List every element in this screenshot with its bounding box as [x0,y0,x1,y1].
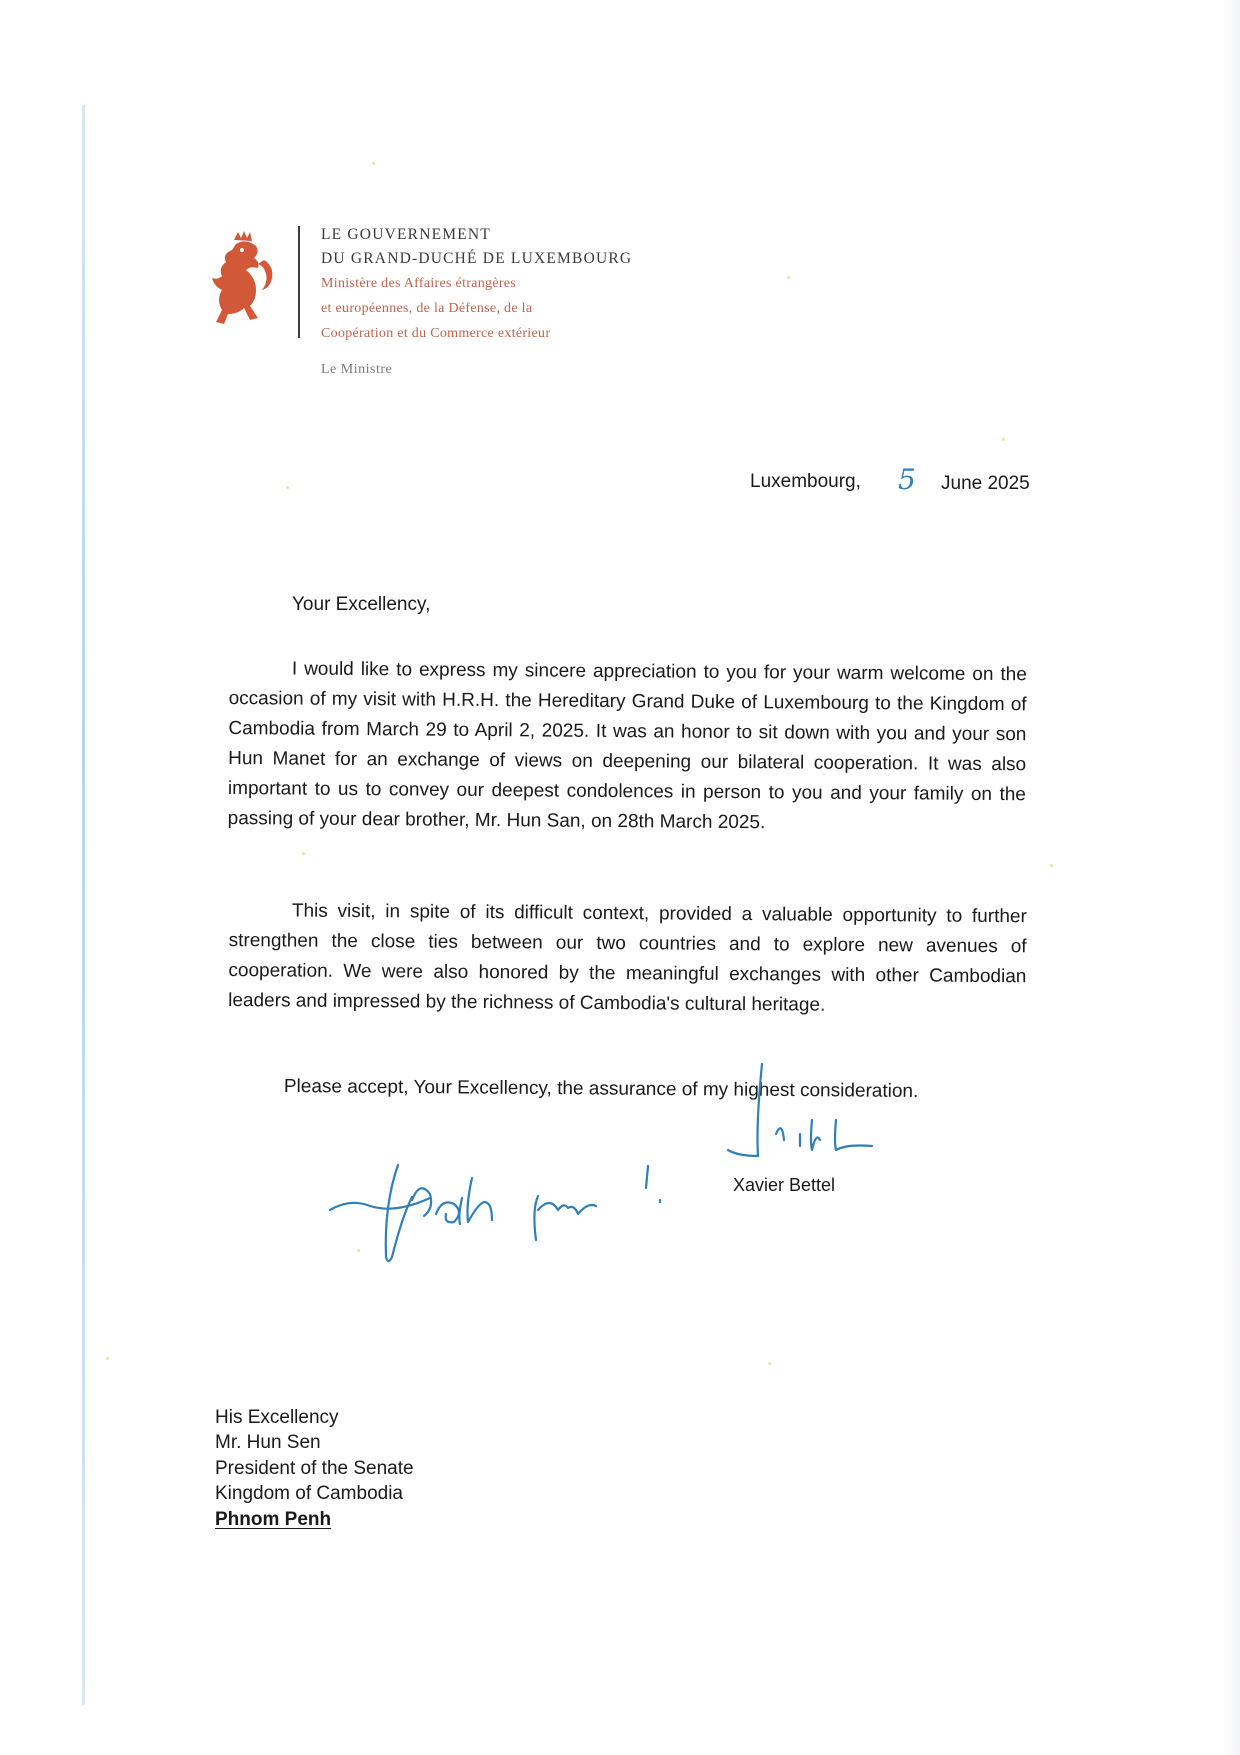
scan-fleck [372,162,375,165]
luxembourg-lion-logo [212,230,278,330]
recipient-line-1: His Excellency [215,1407,339,1428]
signature-xavier-bettel [728,1064,872,1156]
scan-edge-right [1222,0,1240,1755]
body-paragraph-2 [228,896,1027,1022]
recipient-city: Phnom Penh [215,1509,332,1530]
recipient-line-2: Mr. Hun Sen [215,1432,321,1453]
handwritten-note-text: Thank you! [642,1070,647,1071]
ministry-name-line3: Coopération et du Commerce extérieur [321,326,551,341]
letterhead-rule [298,226,300,338]
handwritten-thank-you-note [330,1165,660,1261]
scan-fleck [357,1249,360,1252]
date-month-year: June 2025 [941,473,1030,494]
ministry-name-line1: Ministère des Affaires étrangères [321,276,517,291]
date-place: Luxembourg, [750,471,861,492]
scan-fleck [787,276,790,279]
body-paragraph-1-text: I would like to express my sincere appreciation to you for your warm welcome on the occasion of my visit with H.R.H. the Hereditary Grand Duke of Luxembourg to the Kingdom of Cambodia from March 29 to April 2, 2025. It was an honor to sit down with you and your son Hun Manet for an exchange of views on deepening our bilateral cooperation. It was also important to us to convey our deepest condolences in person to you and your family on the passing of your dear brother, Mr. Hun San, on 28th March 2025. [227,658,1027,834]
signer-name: Xavier Bettel [733,1175,836,1195]
date-day-handwritten: 5 [898,463,916,496]
government-name-line2: DU GRAND-DUCHÉ DE LUXEMBOURG [321,250,633,267]
scan-fleck [106,1357,109,1360]
scan-fleck [768,1362,771,1365]
scan-fleck [1002,438,1005,441]
scan-edge-left [82,105,85,1705]
body-paragraph-2-text: This visit, in spite of its difficult context, provided a valuable opportunity to further strengthen the close ties between our two countries and to explore new avenues of cooperation. We were also honored by the meaningful exchanges with other Cambodian leaders and impressed by the richness of Cambodia's cultural heritage. [228,900,1027,1016]
scan-fleck [302,852,305,855]
salutation: Your Excellency, [292,594,431,615]
scan-fleck [1050,864,1053,867]
government-name-line1: LE GOUVERNEMENT [321,226,491,243]
recipient-line-3: President of the Senate [215,1458,414,1479]
closing-line: Please accept, Your Excellency, the assurance of my highest consideration. [283,1076,919,1102]
letterhead-role: Le Ministre [321,362,393,377]
recipient-line-4: Kingdom of Cambodia [215,1483,403,1504]
ministry-name-line2: et européennes, de la Défense, de la [321,301,533,316]
body-paragraph-1 [228,654,1027,840]
scan-fleck [286,486,289,489]
